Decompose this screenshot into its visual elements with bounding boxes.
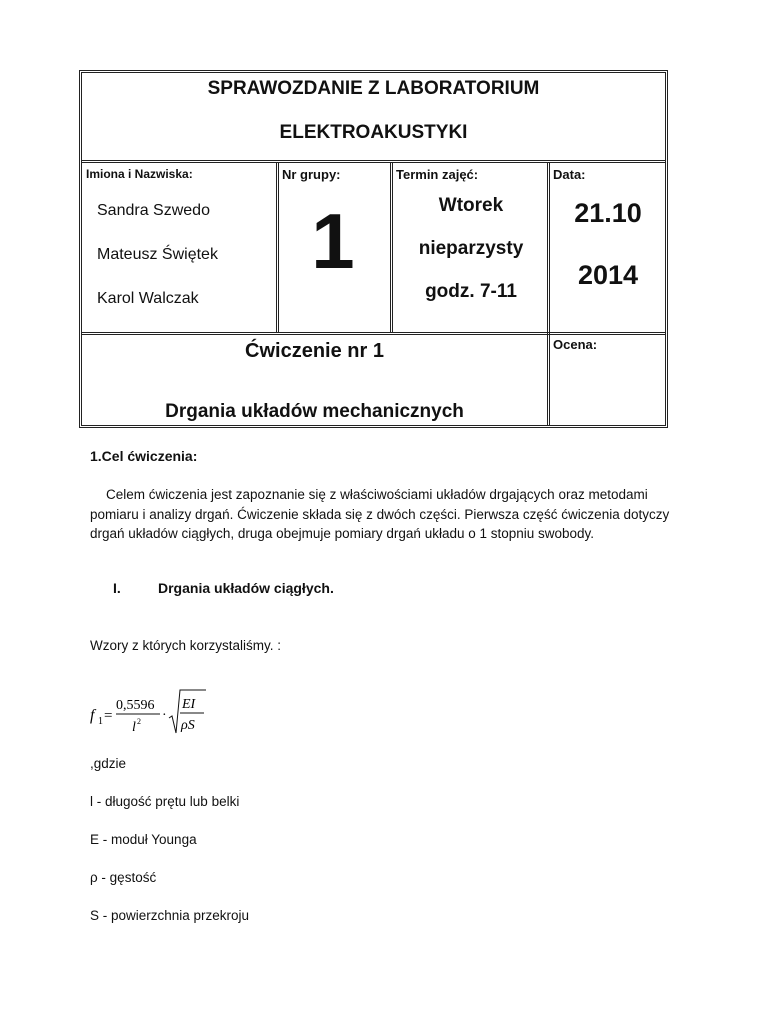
- formula-denominator: l: [132, 720, 136, 735]
- table-divider: [82, 332, 665, 335]
- formula-denominator-exponent: 2: [137, 717, 141, 726]
- formula-equals: =: [104, 708, 113, 724]
- date-label: Data:: [553, 167, 586, 182]
- definition-item: E - moduł Younga: [90, 832, 197, 847]
- student-name: Sandra Szwedo: [97, 202, 210, 219]
- formula-lhs: f: [90, 707, 95, 724]
- group-number: 1: [311, 197, 355, 285]
- formula-graphic: [88, 688, 218, 738]
- report-title-line2: ELEKTROAKUSTYKI: [279, 122, 468, 143]
- term-line: godz. 7-11: [425, 281, 517, 302]
- definition-item: l - długość prętu lub belki: [90, 794, 240, 809]
- exercise-title: Drgania układów mechanicznych: [165, 401, 464, 422]
- term-label: Termin zajęć:: [396, 167, 479, 182]
- section-title: Drgania układów ciągłych.: [158, 580, 334, 596]
- formula-lhs-subscript: 1: [98, 716, 103, 727]
- student-name: Karol Walczak: [97, 290, 199, 307]
- formula-dot: ·: [162, 708, 167, 723]
- aim-heading: 1.Cel ćwiczenia:: [90, 448, 198, 464]
- date-line: 21.10: [574, 198, 642, 228]
- where-text: ,gdzie: [90, 756, 127, 771]
- aim-paragraph: Celem ćwiczenia jest zapoznanie się z właściwościami układów drgających oraz metodami pomiaru i analizy drgań. Ćwiczenie składa się z dwóch części. Pierwsza część ćwiczenia dotyczy drgań układów ciągłych, druga obejmuje pomiary drgań układu o 1 stopniu swobody.: [90, 487, 670, 541]
- term-line: nieparzysty: [418, 238, 524, 259]
- formulas-intro: Wzory z których korzystaliśmy. :: [90, 638, 282, 653]
- exercise-number: Ćwiczenie nr 1: [245, 340, 384, 362]
- names-label: Imiona i Nazwiska:: [86, 167, 193, 181]
- section-number: I.: [113, 580, 121, 596]
- term-line: Wtorek: [438, 195, 504, 216]
- formula-root-denominator: ρS: [181, 718, 195, 733]
- group-label: Nr grupy:: [282, 167, 341, 182]
- report-title-line1: SPRAWOZDANIE Z LABORATORIUM: [207, 78, 540, 99]
- report-title-cell: [82, 73, 665, 163]
- frequency-formula: [88, 688, 218, 738]
- date-line: 2014: [577, 260, 639, 290]
- student-name: Mateusz Świętek: [97, 246, 218, 263]
- grade-label: Ocena:: [553, 337, 598, 352]
- definition-item: S - powierzchnia przekroju: [90, 908, 250, 923]
- formula-coefficient: 0,5596: [116, 698, 155, 713]
- table-divider: [390, 163, 393, 333]
- formula-root-numerator: EI: [182, 697, 196, 712]
- report-header-table: [79, 70, 668, 428]
- definition-item: ρ - gęstość: [90, 870, 157, 885]
